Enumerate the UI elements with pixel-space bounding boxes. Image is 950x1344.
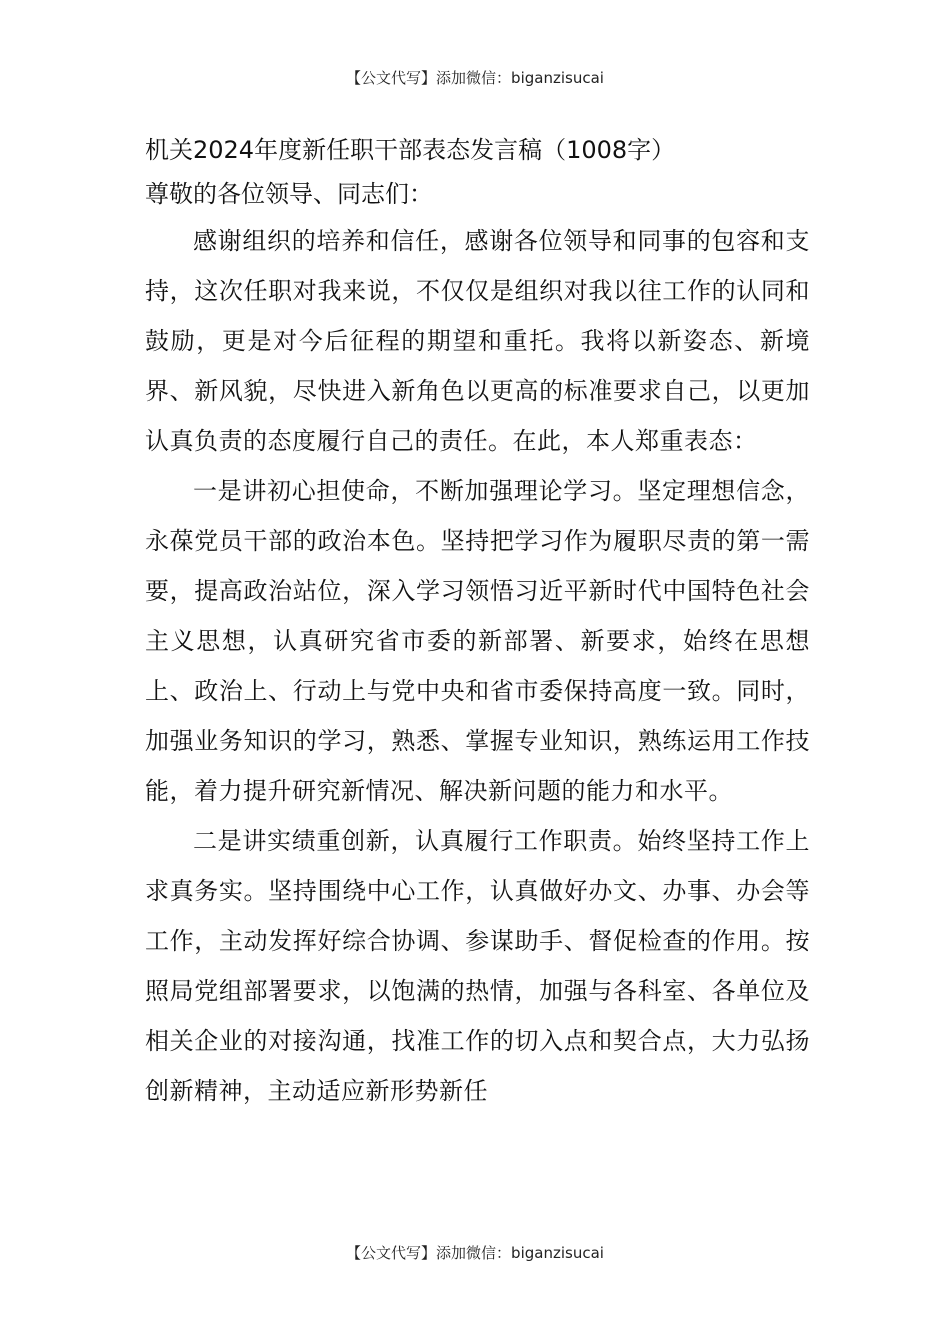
paragraph-intro — [145, 216, 810, 466]
paragraph-point-two — [145, 816, 810, 1116]
paragraph-text: 始终坚持工作上求真务实。坚持围绕中心工作，认真做好办文、办事、办会等工作，主动发挥好综合协调、参谋助手、督促检查的作用。按照局党组部署要求，以饱满的热情，加强与各科室、各单位及相关企业的对接沟通，找准工作的切入点和契合点，大力弘扬创新精神，主动适应新形势新任 — [145, 827, 810, 1105]
paragraph-lead: 一是讲初心担使命，不断加强理论学习。 — [193, 477, 638, 505]
document-body — [145, 128, 810, 1116]
document-title: 机关2024年度新任职干部表态发言稿（1008字） — [145, 136, 676, 164]
paragraph-lead: 二是讲实绩重创新，认真履行工作职责。 — [193, 827, 638, 855]
paragraph-text: 坚定理想信念，永葆党员干部的政治本色。坚持把学习作为履职尽责的第一需要，提高政治站位，深入学习领悟习近平新时代中国特色社会主义思想，认真研究省市委的新部署、新要求，始终在思想上、政治上、行动上与党中央和省市委保持高度一致。同时，加强业务知识的学习，熟悉、掌握专业知识，熟练运用工作技能，着力提升研究新情况、解决新问题的能力和水平。 — [145, 477, 810, 805]
page-header: 【公文代写】添加微信：biganzisucai — [346, 69, 604, 87]
paragraph-point-one — [145, 466, 810, 816]
paragraph-text: 感谢组织的培养和信任，感谢各位领导和同事的包容和支持，这次任职对我来说，不仅仅是组织对我以往工作的认同和鼓励，更是对今后征程的期望和重托。我将以新姿态、新境界、新风貌，尽快进入新角色以更高的标准要求自己，以更加认真负责的态度履行自己的责任。在此，本人郑重表态： — [145, 227, 810, 455]
page-footer: 【公文代写】添加微信：biganzisucai — [346, 1244, 604, 1262]
salutation: 尊敬的各位领导、同志们： — [145, 180, 433, 208]
